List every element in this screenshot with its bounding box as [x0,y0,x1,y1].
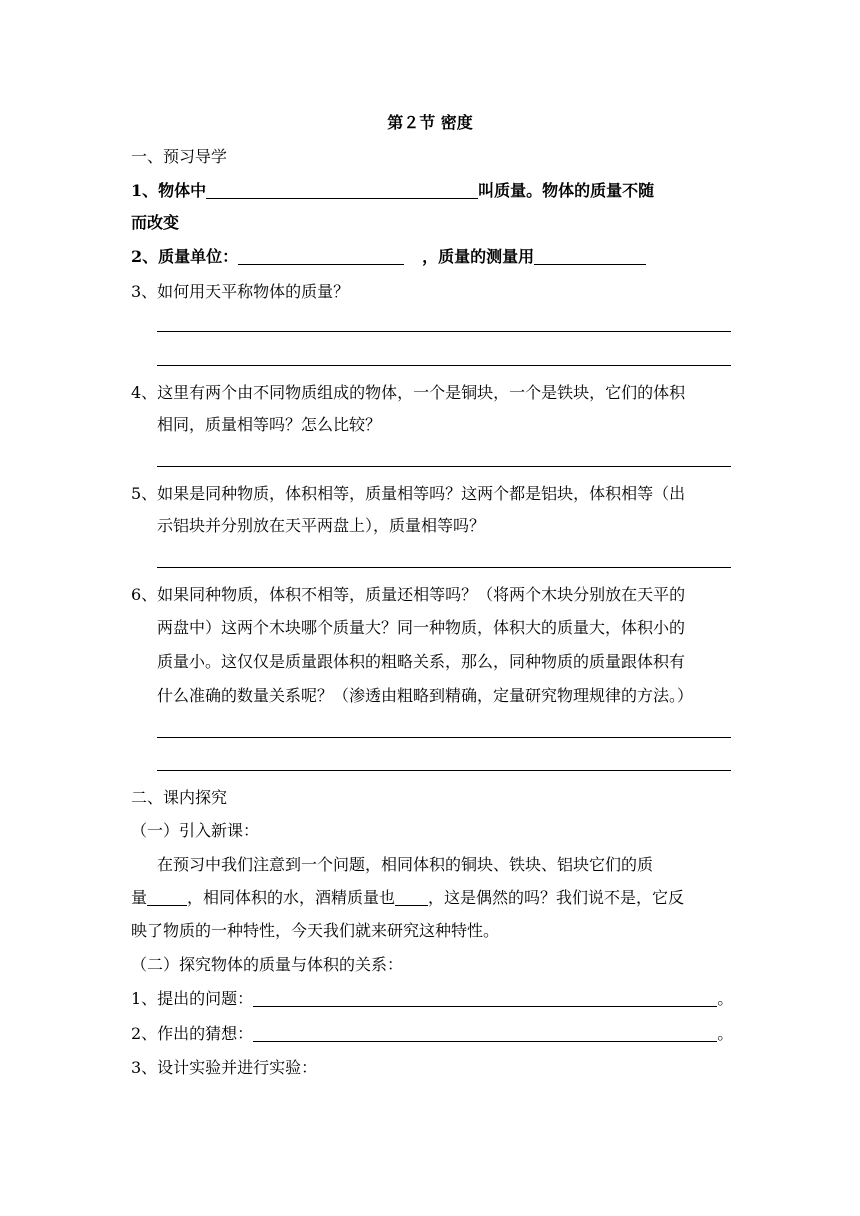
q1-text-a: 1、物体中 [131,181,207,200]
answer-line[interactable] [157,567,731,568]
question-5-line1: 5、如果是同种物质，体积相等，质量相等吗？这两个都是铝块，体积相等（出 [131,484,686,503]
answer-line[interactable] [157,737,731,738]
q2-blank-unit[interactable] [238,248,404,265]
intro-paragraph-line1: 在预习中我们注意到一个问题，相同体积的铜块、铁块、铝块它们的质 [157,855,654,874]
question-2 [131,247,731,267]
para-text-a: 量 [131,888,148,907]
para-blank-1[interactable] [147,889,187,906]
subsection-1-heading: （一）引入新课： [131,821,260,840]
question-5-line2: 示铝块并分别放在天平两盘上），质量相等吗？ [157,516,486,535]
answer-line[interactable] [157,466,731,467]
question-6-line1: 6、如果同种物质，体积不相等，质量还相等吗？（将两个木块分别放在天平的 [131,585,686,604]
step-1-period: 。 [717,989,734,1008]
intro-paragraph-line2 [131,888,731,908]
q2-blank-tool[interactable] [534,248,646,265]
step-3: 3、设计实验并进行实验： [131,1058,318,1077]
answer-line[interactable] [157,331,731,332]
q1-text-b: 叫质量。物体的质量不随 [478,181,655,200]
step-1-label: 1、提出的问题： [131,989,254,1008]
subsection-2-heading: （二）探究物体的质量与体积的关系： [131,955,404,974]
q2-text-b: ，质量的测量用 [422,247,535,266]
step-2-period: 。 [717,1024,734,1043]
question-3: 3、如何用天平称物体的质量？ [131,282,350,301]
question-6-line2: 两盘中）这两个木块哪个质量大？同一种物质，体积大的质量大，体积小的 [157,618,686,637]
page-title: 第２节 密度 [387,113,473,132]
intro-paragraph-line3: 映了物质的一种特性，今天我们就来研究这种特性。 [131,921,500,940]
question-4-line1: 4、这里有两个由不同物质组成的物体，一个是铜块，一个是铁块，它们的体积 [131,383,686,402]
question-6-line4: 什么准确的数量关系呢？（渗透由粗略到精确，定量研究物理规律的方法。） [157,686,694,705]
para-text-b: ，相同体积的水，酒精质量也 [187,888,396,907]
answer-line[interactable] [157,770,731,771]
q2-text-a: 2、质量单位： [131,247,239,266]
question-1-line1 [131,181,731,201]
para-text-c: ，这是偶然的吗？我们说不是，它反 [428,888,685,907]
para-blank-2[interactable] [395,889,428,906]
question-1-line2: 而改变 [131,213,180,232]
answer-line[interactable] [157,365,731,366]
step-1-blank[interactable] [253,990,717,1007]
section1-heading: 一、预习导学 [131,147,228,166]
section2-heading: 二、课内探究 [131,788,228,807]
step-1 [131,989,734,1009]
question-4-line2: 相同，质量相等吗？怎么比较？ [157,415,382,434]
step-2-blank[interactable] [253,1025,717,1042]
step-2 [131,1024,734,1044]
q1-blank[interactable] [206,182,478,199]
question-6-line3: 质量小。这仅仅是质量跟体积的粗略关系，那么，同种物质的质量跟体积有 [157,652,686,671]
step-2-label: 2、作出的猜想： [131,1024,254,1043]
